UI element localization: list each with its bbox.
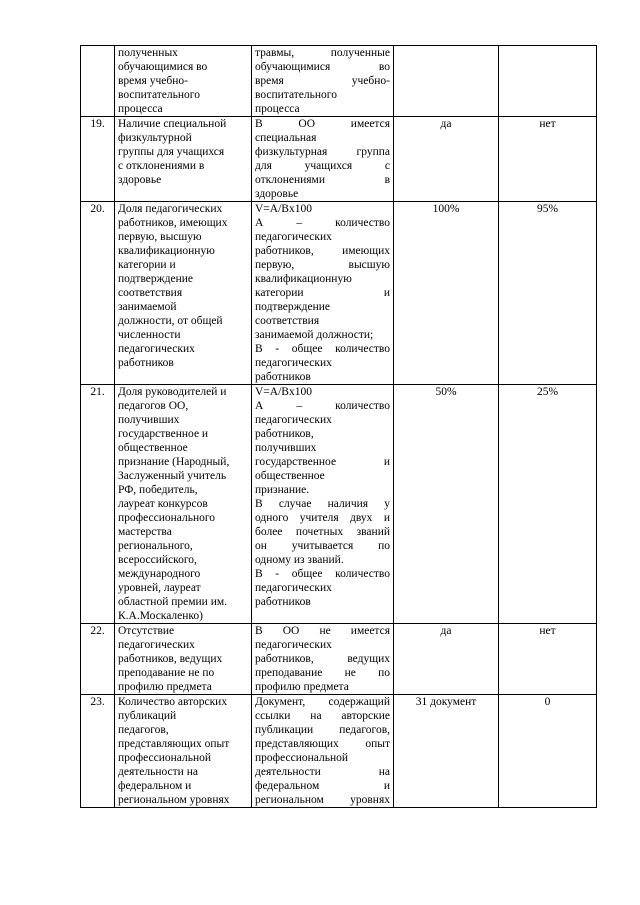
target-value: 50% <box>394 385 499 624</box>
indicator-method-line: педагогических <box>255 357 332 369</box>
indicator-name-line: полученных <box>118 47 178 59</box>
indicator-name-line: деятельности на <box>118 766 198 778</box>
indicator-method-line: профессиональной <box>255 752 349 764</box>
indicator-method-line: V=A/Bx100 <box>255 203 312 215</box>
indicator-name-line: работников, ведущих <box>118 653 223 665</box>
indicator-method-line: федеральном и <box>255 780 390 792</box>
indicator-method-line: физкультурная группа <box>255 146 390 158</box>
indicator-name-line: Наличие специальной <box>118 118 227 130</box>
indicator-method-line: В ОО имеется <box>255 118 390 130</box>
table-row <box>81 202 597 385</box>
indicator-method-line: педагогических <box>255 231 332 243</box>
indicator-method-line: работников, <box>255 428 314 440</box>
indicator-name <box>115 117 252 202</box>
indicator-method-line: признание. <box>255 484 310 496</box>
indicator-method-line: V=A/Bx100 <box>255 386 312 398</box>
indicator-name-line: международного <box>118 568 201 580</box>
target-value: да <box>394 117 499 202</box>
indicator-name-line: областной премии им. <box>118 596 227 608</box>
indicator-method-line: представляющих опыт <box>255 738 390 750</box>
indicator-name-line: занимаемой <box>118 301 177 313</box>
indicator-method-line: квалификационную <box>255 273 352 285</box>
indicator-method <box>252 624 394 695</box>
row-number: 21. <box>81 385 115 624</box>
indicator-name-line: категории и <box>118 259 176 271</box>
indicator-name-line: профессиональной <box>118 752 212 764</box>
indicator-name-line: педагогических <box>118 639 195 651</box>
indicator-name <box>115 695 252 808</box>
indicator-method-line: время учебно- <box>255 75 390 87</box>
indicator-method-line: обучающимися во <box>255 61 390 73</box>
indicator-name-line: Заслуженный учитель <box>118 470 227 482</box>
indicator-method-line: получивших <box>255 442 317 454</box>
indicator-method-line: подтверждение <box>255 301 330 313</box>
indicator-name-line: Доля руководителей и <box>118 386 227 398</box>
indicator-name-line: время учебно- <box>118 75 188 87</box>
table-row <box>81 46 597 117</box>
indicators-table <box>80 45 597 808</box>
indicator-method-line: он учитывается по <box>255 540 390 552</box>
table-row <box>81 624 597 695</box>
indicator-method-line: В - общее количество <box>255 343 390 355</box>
indicator-name-line: федеральном и <box>118 780 192 792</box>
indicator-method-line: Документ, содержащий <box>255 696 390 708</box>
indicator-method-line: более почетных званий <box>255 526 390 538</box>
indicator-name-line: преподавание не по <box>118 667 215 679</box>
row-number: 22. <box>81 624 115 695</box>
table-body <box>81 46 597 808</box>
indicator-method <box>252 117 394 202</box>
indicator-name-line: обучающимися во <box>118 61 208 73</box>
indicator-method-line: здоровье <box>255 188 299 200</box>
indicator-method-line: А – количество <box>255 400 390 412</box>
indicator-name-line: региональном уровнях <box>118 794 230 806</box>
target-value: да <box>394 624 499 695</box>
indicator-method-line: работников, ведущих <box>255 653 390 665</box>
indicator-method-line: процесса <box>255 103 300 115</box>
indicator-name-line: К.А.Москаленко) <box>118 610 204 622</box>
target-value: 31 документ <box>394 695 499 808</box>
indicator-name-line: Доля педагогических <box>118 203 223 215</box>
table-row <box>81 385 597 624</box>
row-number: 20. <box>81 202 115 385</box>
indicator-method-line: публикации педагогов, <box>255 724 390 736</box>
indicator-name-line: группы для учащихся <box>118 146 225 158</box>
actual-value: 0 <box>499 695 597 808</box>
indicator-name-line: соответствия <box>118 287 183 299</box>
indicator-method-line: В - общее количество <box>255 568 390 580</box>
indicator-method-line: В ОО не имеется <box>255 625 390 637</box>
indicator-method-line: педагогических <box>255 582 332 594</box>
indicator-name-line: всероссийского, <box>118 554 197 566</box>
indicator-name-line: мастерства <box>118 526 172 538</box>
indicator-method <box>252 385 394 624</box>
row-number: 23. <box>81 695 115 808</box>
indicator-method <box>252 46 394 117</box>
indicator-method-line: для учащихся с <box>255 160 390 172</box>
row-number: 19. <box>81 117 115 202</box>
indicator-name-line: публикаций <box>118 710 177 722</box>
indicator-method-line: занимаемой должности; <box>255 329 374 341</box>
indicator-method-line: педагогических <box>255 639 332 651</box>
indicator-method <box>252 202 394 385</box>
indicator-method <box>252 695 394 808</box>
indicator-method-line: преподавание не по <box>255 667 390 679</box>
indicator-method-line: категории и <box>255 287 390 299</box>
indicator-name-line: воспитательного <box>118 89 200 101</box>
indicator-name <box>115 46 252 117</box>
indicator-method-line: деятельности на <box>255 766 390 778</box>
indicator-name-line: численности <box>118 329 181 341</box>
indicator-name-line: подтверждение <box>118 273 193 285</box>
indicator-method-line: работников <box>255 371 311 383</box>
actual-value: 25% <box>499 385 597 624</box>
indicator-name-line: первую, высшую <box>118 231 202 243</box>
indicator-name-line: работников <box>118 357 174 369</box>
target-value: 100% <box>394 202 499 385</box>
indicator-name-line: здоровье <box>118 174 162 186</box>
actual-value: 95% <box>499 202 597 385</box>
indicator-method-line: региональном уровнях <box>255 794 390 806</box>
indicator-name-line: физкультурной <box>118 132 192 144</box>
indicator-method-line: профилю предмета <box>255 681 349 693</box>
indicator-name-line: процесса <box>118 103 163 115</box>
table-row <box>81 117 597 202</box>
indicator-name-line: РФ, победитель, <box>118 484 198 496</box>
indicator-method-line: травмы, полученные <box>255 47 390 59</box>
indicator-method-line: общественное <box>255 470 325 482</box>
indicator-name-line: лауреат конкурсов <box>118 498 208 510</box>
indicator-method-line: отклонениями в <box>255 174 390 186</box>
indicator-method-line: педагогических <box>255 414 332 426</box>
indicator-name-line: государственное и <box>118 428 209 440</box>
indicator-method-line: работников <box>255 596 311 608</box>
indicator-name-line: представляющих опыт <box>118 738 230 750</box>
indicator-method-line: специальная <box>255 132 317 144</box>
indicator-name <box>115 202 252 385</box>
indicator-name-line: Отсутствие <box>118 625 175 637</box>
indicator-method-line: первую, высшую <box>255 259 390 271</box>
actual-value: нет <box>499 624 597 695</box>
indicator-name-line: уровней, лауреат <box>118 582 201 594</box>
actual-value: нет <box>499 117 597 202</box>
indicator-method-line: работников, имеющих <box>255 245 390 257</box>
table-row <box>81 695 597 808</box>
indicator-method-line: одному из званий. <box>255 554 344 566</box>
indicator-name-line: общественное <box>118 442 188 454</box>
indicator-name-line: квалификационную <box>118 245 215 257</box>
indicator-name-line: работников, имеющих <box>118 217 228 229</box>
indicator-method-line: В случае наличия у <box>255 498 390 510</box>
row-number <box>81 46 115 117</box>
indicator-method-line: одного учителя двух и <box>255 512 390 524</box>
indicator-name-line: педагогов ОО, <box>118 400 189 412</box>
indicator-method-line: соответствия <box>255 315 320 327</box>
indicator-name <box>115 385 252 624</box>
indicator-name-line: получивших <box>118 414 180 426</box>
indicator-name <box>115 624 252 695</box>
indicator-name-line: педагогов, <box>118 724 169 736</box>
indicator-name-line: профессионального <box>118 512 216 524</box>
indicator-name-line: регионального, <box>118 540 193 552</box>
indicator-name-line: признание (Народный, <box>118 456 230 468</box>
indicator-method-line: А – количество <box>255 217 390 229</box>
indicator-name-line: педагогических <box>118 343 195 355</box>
indicator-name-line: Количество авторских <box>118 696 228 708</box>
indicator-method-line: воспитательного <box>255 89 337 101</box>
actual-value <box>499 46 597 117</box>
indicator-name-line: с отклонениями в <box>118 160 205 172</box>
indicator-method-line: государственное и <box>255 456 390 468</box>
indicator-name-line: профилю предмета <box>118 681 212 693</box>
target-value <box>394 46 499 117</box>
indicator-method-line: ссылки на авторские <box>255 710 390 722</box>
indicator-name-line: должности, от общей <box>118 315 223 327</box>
